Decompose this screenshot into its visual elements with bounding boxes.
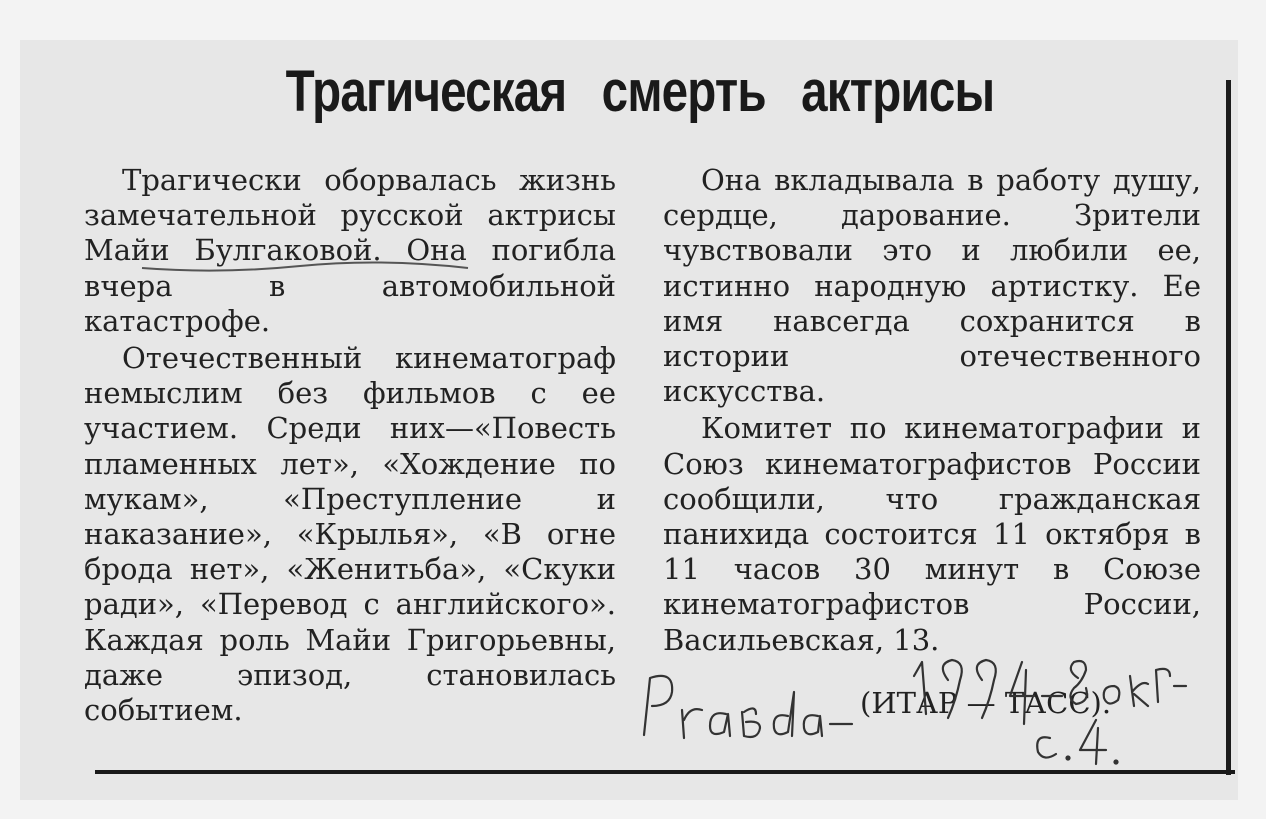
pencil-underline — [140, 258, 470, 278]
article-title: Трагическая смерть актрисы — [285, 59, 995, 124]
paragraph-3: Она вкладывала в работу душу, сердце, дарование. Зрители чувствовали это и любили ее, истинно народную артистку. Ее имя навсегда сохранится в истории отечественного искусства. — [663, 163, 1201, 409]
paragraph-1: Трагически оборвалась жизнь замечательной русской актрисы Майи Булгаковой. Она погибла вчера в автомобильной катастрофе. — [84, 163, 616, 338]
agency-signature: (ИТАР — ТАСС). — [860, 686, 1112, 720]
paragraph-2: Отечественный кинематограф немыслим без фильмов с ее участием. Среди них—«Повесть пламенных лет», «Хождение по мукам», «Преступление и наказание», «Крылья», «В огне брода нет», «Женитьба», «Скуки ради», «Перевод с английского». Каждая роль Майи Григорьевны, даже эпизод, становилась событием. — [84, 341, 616, 728]
bottom-rule — [95, 770, 1235, 774]
handwritten-note — [630, 640, 1190, 770]
paragraph-4: Комитет по кинематографии и Союз кинематографистов России сообщили, что гражданская панихида состоится 11 октября в 11 часов 30 минут в Союзе кинематографистов России, Васильевская, 13. — [663, 411, 1201, 657]
article-right-column — [663, 163, 1201, 658]
clipping-edge-shadow — [1226, 80, 1231, 775]
article-left-column — [84, 163, 616, 728]
